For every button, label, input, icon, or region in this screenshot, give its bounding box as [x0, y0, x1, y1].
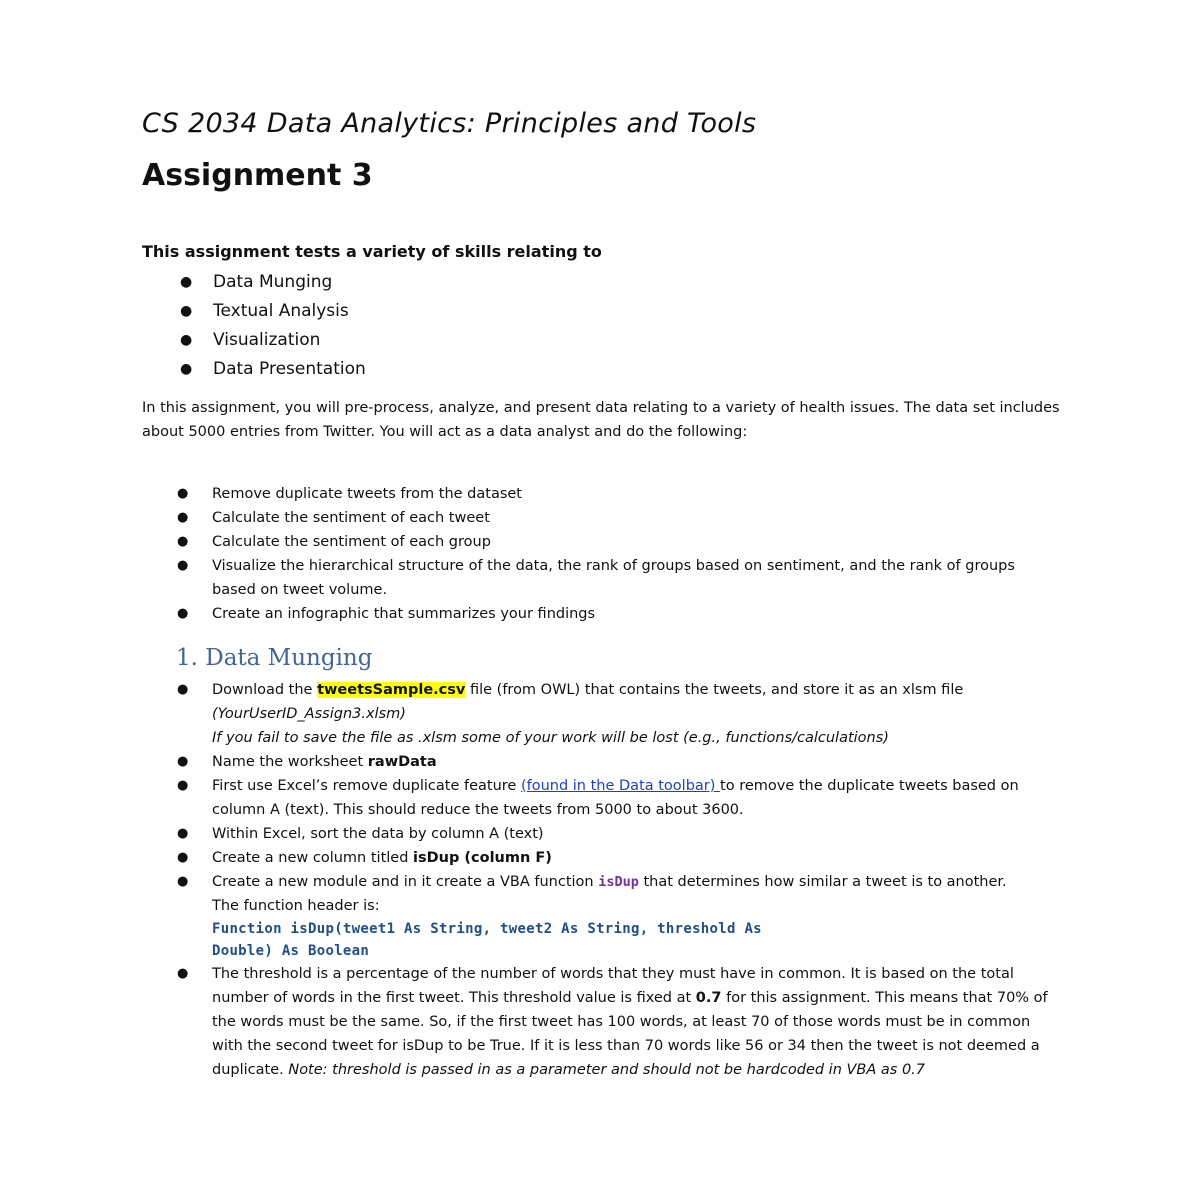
munging-steps-list — [142, 678, 1062, 1082]
function-header-label: The function header is: — [212, 898, 380, 914]
assignment-title: Assignment 3 — [142, 158, 373, 193]
step-text: The threshold is a percentage of the number of words that they must have in common. It is based on the total number of words in the first tweet. This threshold value is fixed at — [212, 966, 1014, 1006]
task-label: Visualize the hierarchical structure of the data, the rank of groups based on sentiment, and the rank of groups based on tweet volume. — [212, 558, 1015, 598]
skill-label: Textual Analysis — [213, 301, 349, 321]
list-item — [142, 297, 366, 326]
csv-filename-highlight: tweetsSample.csv — [317, 682, 466, 698]
bullet-icon: ● — [177, 606, 189, 621]
intro-paragraph: In this assignment, you will pre-process, analyze, and present data relating to a variety of health issues. The data set includes about 5000 entries from Twitter. You will act as a data analyst and do the following: — [142, 400, 1060, 440]
list-item — [142, 750, 1062, 774]
intro-heading: This assignment tests a variety of skills relating to — [142, 242, 602, 261]
list-item — [142, 602, 1062, 626]
task-label: Calculate the sentiment of each tweet — [212, 510, 490, 526]
step-text: for this assignment. This means that 70% of the words must be the same. So, if the first tweet has 100 words, at least 70 of those words must be in common with the second tweet for isDup to be True. If it is less than 70 words like 56 or 34 then the tweet is not deemed a duplicate. — [212, 990, 1048, 1078]
step-text: to remove the duplicate tweets based on column A (text). This should reduce the tweets from 5000 to about 3600. — [212, 778, 1019, 818]
list-item — [142, 506, 1062, 530]
function-name-code: isDup — [598, 874, 639, 890]
bullet-icon: ● — [180, 361, 193, 377]
bullet-icon: ● — [177, 966, 189, 981]
list-item — [142, 482, 1062, 506]
bullet-icon: ● — [177, 486, 189, 501]
section-heading-data-munging: 1. Data Munging — [176, 645, 373, 671]
bullet-icon: ● — [177, 850, 189, 865]
skill-label: Data Presentation — [213, 359, 366, 379]
list-item — [142, 846, 1062, 870]
list-item — [142, 962, 1062, 1082]
bullet-icon: ● — [177, 682, 189, 697]
bullet-icon: ● — [177, 558, 189, 573]
xlsm-filename: (YourUserID_Assign3.xlsm) — [212, 706, 406, 722]
threshold-note: Note: threshold is passed in as a parameter and should not be hardcoded in VBA as 0.7 — [288, 1062, 926, 1078]
step-text: file (from OWL) that contains the tweets, and store it as an xlsm file — [465, 682, 964, 698]
list-item — [142, 554, 1062, 602]
list-item — [142, 355, 366, 384]
step-text: Within Excel, sort the data by column A (text) — [212, 826, 544, 842]
list-item — [142, 530, 1062, 554]
step-text: Create a new column titled — [212, 850, 414, 866]
skill-label: Visualization — [213, 330, 321, 350]
bullet-icon: ● — [177, 510, 189, 525]
skill-label: Data Munging — [213, 272, 333, 292]
tasks-list — [142, 482, 1062, 626]
save-warning-note: If you fail to save the file as .xlsm some of your work will be lost (e.g., functions/calculations) — [212, 730, 889, 746]
bullet-icon: ● — [180, 332, 193, 348]
bullet-icon: ● — [177, 754, 189, 769]
list-item — [142, 870, 1062, 962]
worksheet-name: rawData — [367, 754, 437, 770]
step-text: Create a new module and in it create a VBA function — [212, 874, 599, 890]
task-label: Create an infographic that summarizes your findings — [212, 606, 596, 622]
step-text: Download the — [212, 682, 318, 698]
step-text: Name the worksheet — [212, 754, 368, 770]
function-header-code-line-2: Double) As Boolean — [212, 943, 370, 959]
data-toolbar-link[interactable]: (found in the Data toolbar) — [520, 778, 721, 794]
skills-list — [142, 268, 366, 384]
step-text: that determines how similar a tweet is to another. — [638, 874, 1007, 890]
function-header-code-line-1: Function isDup(tweet1 As String, tweet2 As String, threshold As — [212, 921, 762, 937]
bullet-icon: ● — [177, 534, 189, 549]
step-text: First use Excel’s remove duplicate feature — [212, 778, 521, 794]
list-item — [142, 326, 366, 355]
bullet-icon: ● — [177, 826, 189, 841]
bullet-icon: ● — [180, 303, 193, 319]
threshold-value: 0.7 — [695, 990, 722, 1006]
bullet-icon: ● — [177, 778, 189, 793]
bullet-icon: ● — [177, 874, 189, 889]
course-title: CS 2034 Data Analytics: Principles and Tools — [142, 108, 757, 139]
task-label: Calculate the sentiment of each group — [212, 534, 491, 550]
list-item — [142, 822, 1062, 846]
bullet-icon: ● — [180, 274, 193, 290]
list-item — [142, 268, 366, 297]
task-label: Remove duplicate tweets from the dataset — [212, 486, 522, 502]
list-item — [142, 678, 1062, 750]
list-item — [142, 774, 1062, 822]
column-name: isDup (column F) — [413, 850, 552, 866]
